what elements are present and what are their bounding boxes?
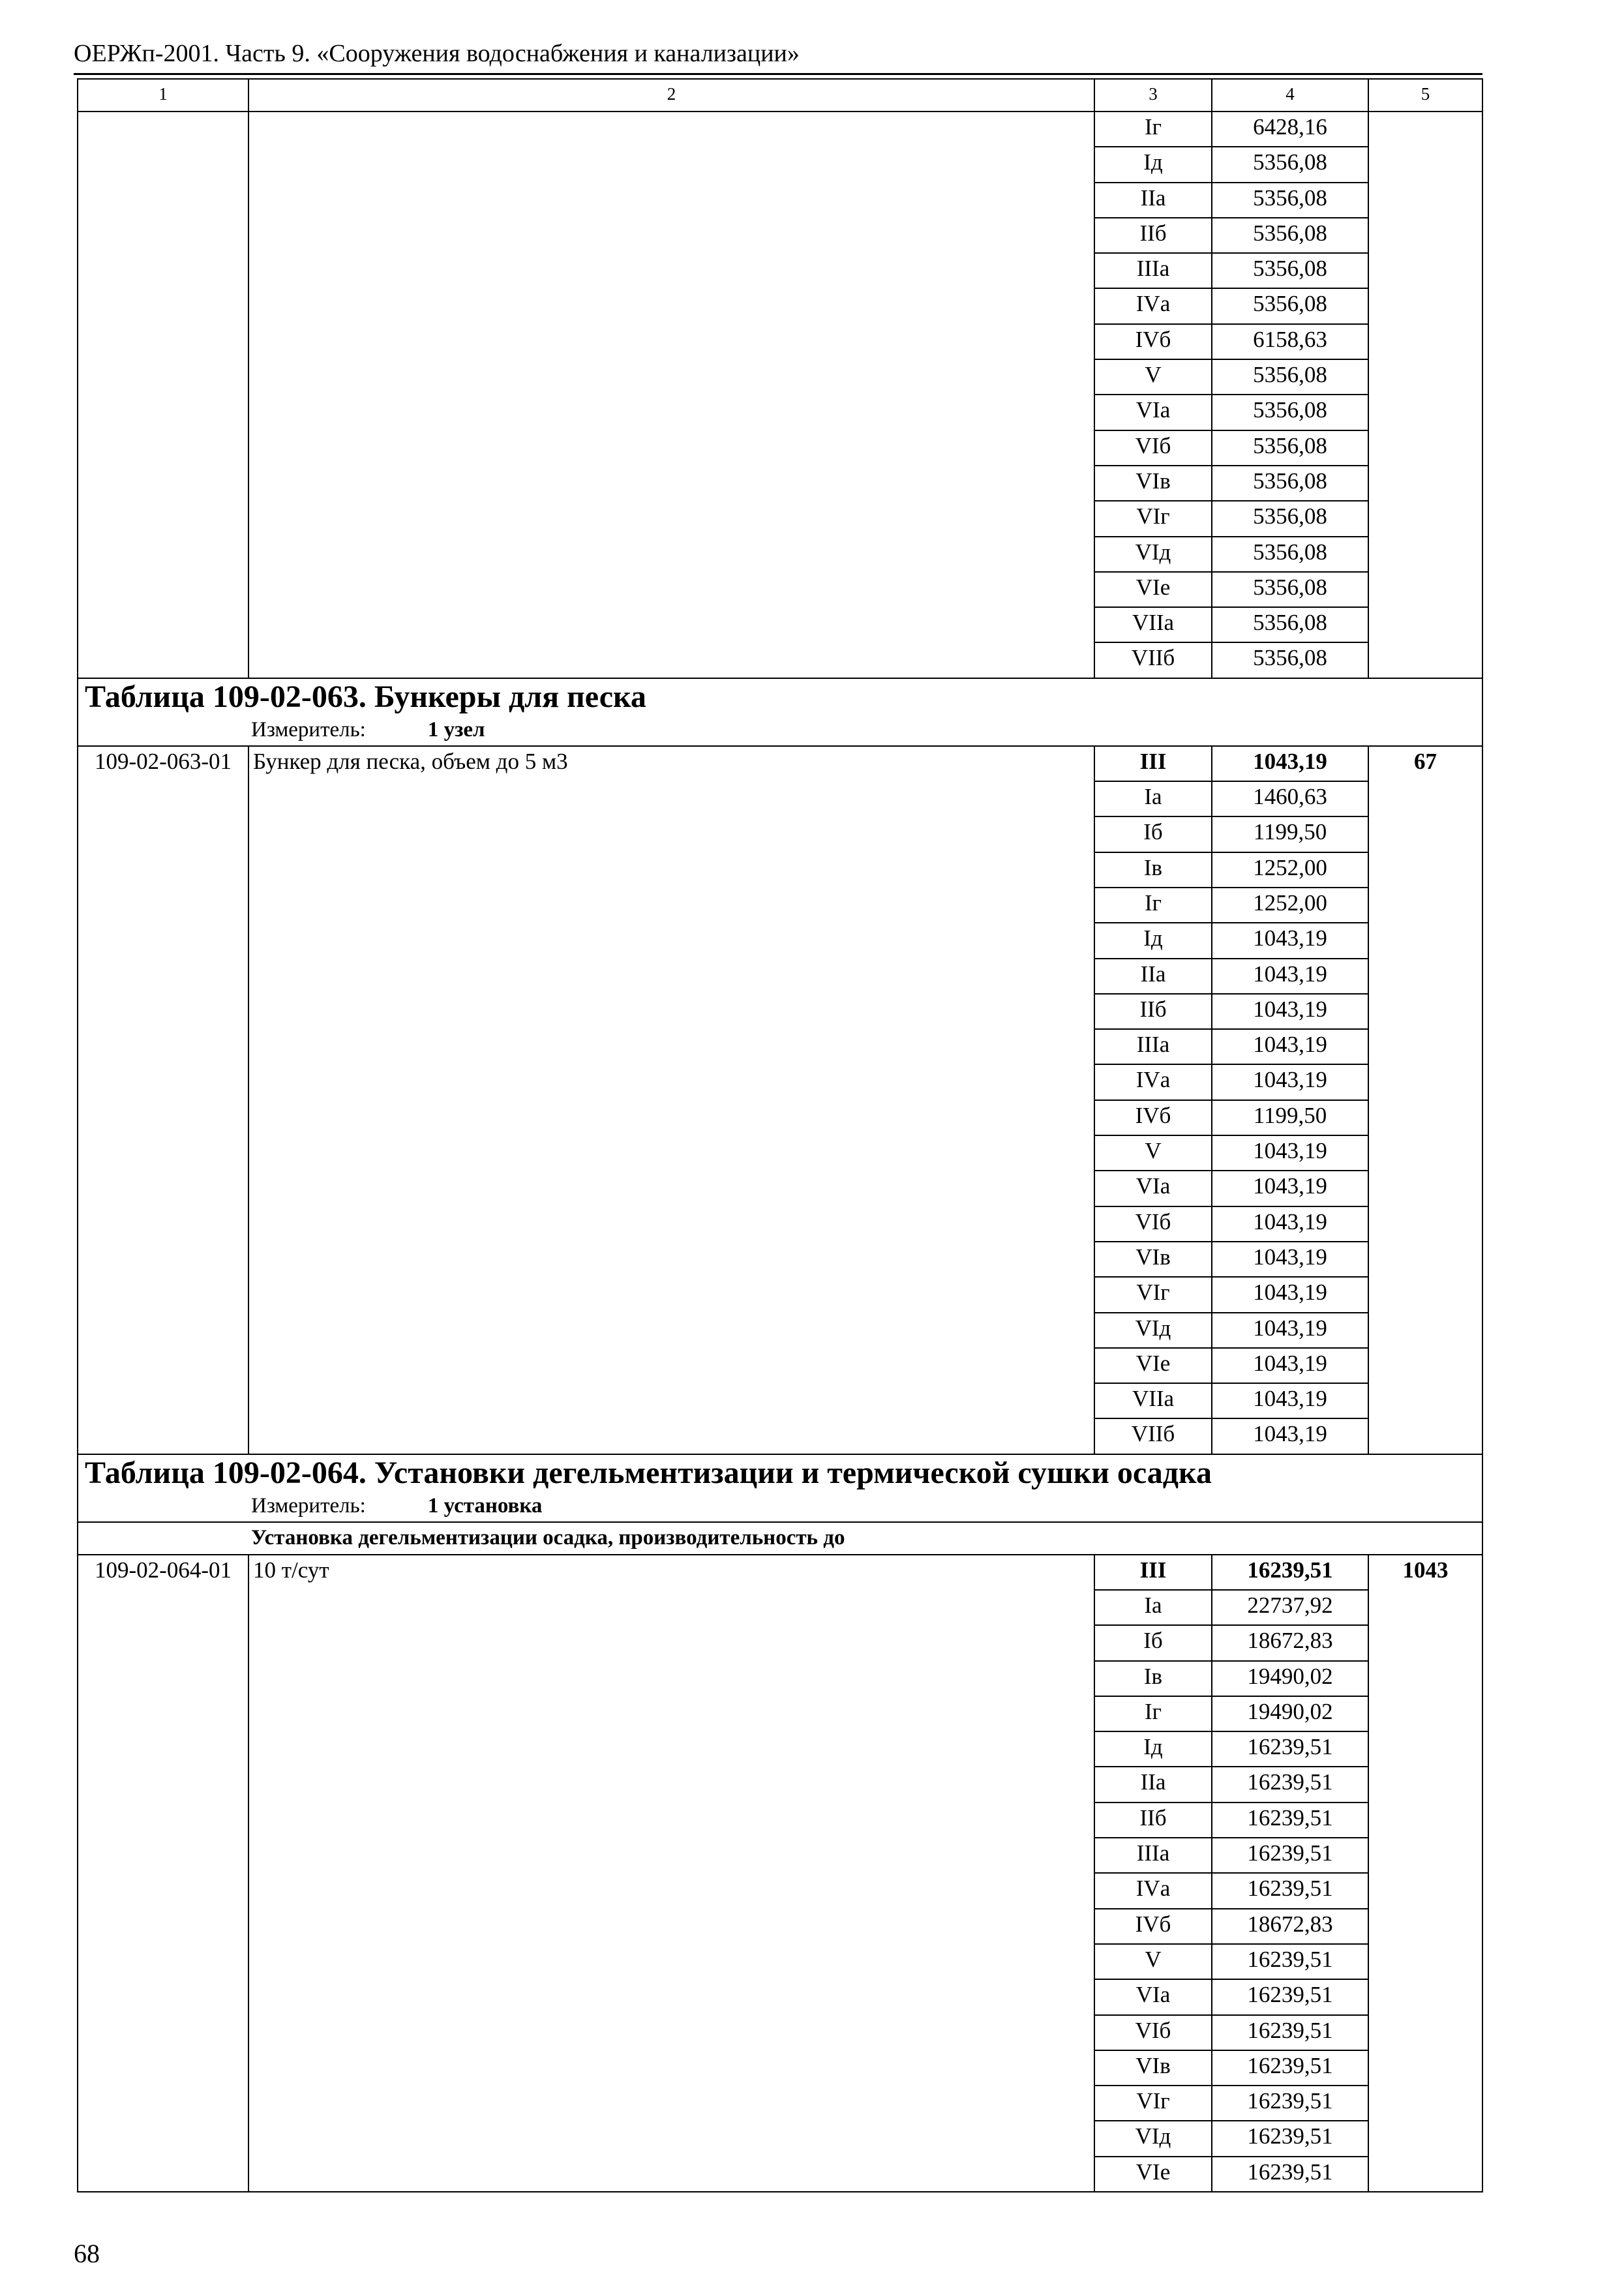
- zone-cell: IIа: [1094, 1767, 1212, 1802]
- zone-cell: IIб: [1094, 218, 1212, 253]
- measure-line: [78, 715, 1482, 746]
- value-cell: 5356,08: [1212, 501, 1368, 536]
- zone-cell: VIа: [1094, 1171, 1212, 1206]
- header-rule: [74, 73, 1482, 75]
- zone-cell: VIб: [1094, 1206, 1212, 1242]
- zone-cell: IVа: [1094, 1873, 1212, 1908]
- value-cell: 1043,19: [1212, 1064, 1368, 1100]
- zone-cell: VIIа: [1094, 607, 1212, 642]
- zone-cell: Iа: [1094, 781, 1212, 816]
- zone-cell: IIа: [1094, 183, 1212, 218]
- value-cell: 1460,63: [1212, 781, 1368, 816]
- item-code: 109-02-063-01: [78, 746, 248, 1454]
- zone-cell: IIб: [1094, 1803, 1212, 1838]
- table-row: [78, 112, 1482, 147]
- zone-cell: VIв: [1094, 466, 1212, 501]
- value-cell: 16239,51: [1212, 1979, 1368, 2014]
- zone-cell: VIг: [1094, 501, 1212, 536]
- page-number: 68: [74, 2239, 100, 2268]
- item-code: [78, 112, 248, 678]
- value-cell: 5356,08: [1212, 288, 1368, 323]
- value-cell: 16239,51: [1212, 1944, 1368, 1979]
- measure-row: [78, 715, 1482, 746]
- zone-cell: Iв: [1094, 1661, 1212, 1696]
- zone-cell: VIв: [1094, 1242, 1212, 1277]
- zone-cell: IVб: [1094, 1100, 1212, 1135]
- value-cell: 5356,08: [1212, 359, 1368, 395]
- zone-cell: Iб: [1094, 816, 1212, 852]
- zone-cell: IIб: [1094, 994, 1212, 1029]
- subheading: Установка дегельментизации осадка, производительность до: [78, 1522, 1482, 1555]
- zone-cell: III: [1094, 1555, 1212, 1590]
- value-cell: 6158,63: [1212, 324, 1368, 359]
- value-cell: 5356,08: [1212, 395, 1368, 430]
- value-cell: 5356,08: [1212, 183, 1368, 218]
- value-cell: 22737,92: [1212, 1590, 1368, 1625]
- table-title-row: [78, 678, 1482, 715]
- zone-cell: VIб: [1094, 2015, 1212, 2050]
- column-header: 1: [78, 79, 248, 112]
- zone-cell: VIг: [1094, 2086, 1212, 2121]
- zone-cell: VIд: [1094, 2121, 1212, 2156]
- value-cell: 1043,19: [1212, 923, 1368, 958]
- value-cell: 1043,19: [1212, 1277, 1368, 1312]
- value-cell: 6428,16: [1212, 112, 1368, 147]
- measure-line: [78, 1491, 1482, 1522]
- table-row: [78, 1555, 1482, 1590]
- zone-cell: VIа: [1094, 1979, 1212, 2014]
- value-cell: 1043,19: [1212, 994, 1368, 1029]
- value-cell: 16239,51: [1212, 2015, 1368, 2050]
- zone-cell: Iб: [1094, 1625, 1212, 1660]
- measure-label: Измеритель:: [251, 717, 366, 741]
- zone-cell: VIе: [1094, 572, 1212, 607]
- zone-cell: Iд: [1094, 147, 1212, 182]
- value-cell: 16239,51: [1212, 1873, 1368, 1908]
- value-cell: 1043,19: [1212, 1206, 1368, 1242]
- value-cell: 1043,19: [1212, 1348, 1368, 1383]
- column-header: 2: [248, 79, 1094, 112]
- value-cell: 1043,19: [1212, 1135, 1368, 1171]
- item-name: Бункер для песка, объем до 5 м3: [248, 746, 1094, 1454]
- zone-cell: IVа: [1094, 1064, 1212, 1100]
- value-cell: 16239,51: [1212, 1767, 1368, 1802]
- value-cell: 1043,19: [1212, 746, 1368, 781]
- item-name: [248, 112, 1094, 678]
- value-cell: 18672,83: [1212, 1625, 1368, 1660]
- zone-cell: V: [1094, 359, 1212, 395]
- zone-cell: IVб: [1094, 324, 1212, 359]
- value-cell: 1252,00: [1212, 888, 1368, 923]
- column-header: 3: [1094, 79, 1212, 112]
- zone-cell: V: [1094, 1944, 1212, 1979]
- value-cell: 16239,51: [1212, 2050, 1368, 2086]
- value-cell: 5356,08: [1212, 607, 1368, 642]
- zone-cell: Iа: [1094, 1590, 1212, 1625]
- zone-cell: IIIа: [1094, 1029, 1212, 1064]
- item-code: 109-02-064-01: [78, 1555, 248, 2192]
- value-cell: 19490,02: [1212, 1696, 1368, 1731]
- table-title: Таблица 109-02-064. Установки дегельментизации и термической сушки осадка: [78, 1454, 1482, 1491]
- value-cell: 5356,08: [1212, 466, 1368, 501]
- value-cell: 1043,19: [1212, 1418, 1368, 1454]
- value-cell: 1252,00: [1212, 852, 1368, 888]
- value-cell: 1043,19: [1212, 1383, 1368, 1418]
- zone-cell: Iг: [1094, 888, 1212, 923]
- value-cell: 16239,51: [1212, 1838, 1368, 1873]
- zone-cell: Iв: [1094, 852, 1212, 888]
- subheading-row: [78, 1522, 1482, 1555]
- measure-label: Измеритель:: [251, 1493, 366, 1518]
- table-row: [78, 746, 1482, 781]
- zone-cell: VIд: [1094, 537, 1212, 572]
- zone-cell: V: [1094, 1135, 1212, 1171]
- measure-value: 1 установка: [427, 1493, 543, 1518]
- column-header: 4: [1212, 79, 1368, 112]
- value-cell: 1043,19: [1212, 1313, 1368, 1348]
- zone-cell: Iг: [1094, 1696, 1212, 1731]
- value-cell: 19490,02: [1212, 1661, 1368, 1696]
- value-cell: 18672,83: [1212, 1909, 1368, 1944]
- value-cell: 16239,51: [1212, 1555, 1368, 1590]
- zone-cell: VIIа: [1094, 1383, 1212, 1418]
- value-cell: 16239,51: [1212, 2121, 1368, 2156]
- item-name: 10 т/сут: [248, 1555, 1094, 2192]
- value-cell: 5356,08: [1212, 642, 1368, 678]
- zone-cell: IVа: [1094, 288, 1212, 323]
- zone-cell: IIа: [1094, 959, 1212, 994]
- value-cell: 16239,51: [1212, 2157, 1368, 2192]
- value-cell: 1043,19: [1212, 1171, 1368, 1206]
- zone-cell: VIе: [1094, 1348, 1212, 1383]
- value-cell: 16239,51: [1212, 1803, 1368, 1838]
- zone-cell: VIд: [1094, 1313, 1212, 1348]
- value-cell: 1043,19: [1212, 1242, 1368, 1277]
- value-cell: 5356,08: [1212, 253, 1368, 288]
- zone-cell: VIб: [1094, 430, 1212, 466]
- page-header: ОЕРЖп-2001. Часть 9. «Сооружения водоснабжения и канализации»: [74, 40, 800, 67]
- zone-cell: VIв: [1094, 2050, 1212, 2086]
- col5-cell: 1043: [1368, 1555, 1482, 2192]
- value-cell: 16239,51: [1212, 1731, 1368, 1767]
- column-header: 5: [1368, 79, 1482, 112]
- zone-cell: VIIб: [1094, 642, 1212, 678]
- rates-table: [77, 78, 1483, 2192]
- zone-cell: VIа: [1094, 395, 1212, 430]
- value-cell: 5356,08: [1212, 537, 1368, 572]
- measure-value: 1 узел: [427, 717, 485, 741]
- value-cell: 5356,08: [1212, 147, 1368, 182]
- measure-row: [78, 1491, 1482, 1522]
- value-cell: 5356,08: [1212, 218, 1368, 253]
- value-cell: 16239,51: [1212, 2086, 1368, 2121]
- table-title: Таблица 109-02-063. Бункеры для песка: [78, 678, 1482, 715]
- zone-cell: Iд: [1094, 1731, 1212, 1767]
- col5-cell: 67: [1368, 746, 1482, 1454]
- value-cell: 1199,50: [1212, 816, 1368, 852]
- value-cell: 5356,08: [1212, 430, 1368, 466]
- zone-cell: VIе: [1094, 2157, 1212, 2192]
- zone-cell: IIIа: [1094, 253, 1212, 288]
- zone-cell: III: [1094, 746, 1212, 781]
- value-cell: 1043,19: [1212, 959, 1368, 994]
- zone-cell: VIIб: [1094, 1418, 1212, 1454]
- zone-cell: IIIа: [1094, 1838, 1212, 1873]
- zone-cell: IVб: [1094, 1909, 1212, 1944]
- zone-cell: Iг: [1094, 112, 1212, 147]
- zone-cell: VIг: [1094, 1277, 1212, 1312]
- column-header-row: [78, 79, 1482, 112]
- col5-cell: [1368, 112, 1482, 678]
- value-cell: 1199,50: [1212, 1100, 1368, 1135]
- table-title-row: [78, 1454, 1482, 1491]
- value-cell: 5356,08: [1212, 572, 1368, 607]
- zone-cell: Iд: [1094, 923, 1212, 958]
- value-cell: 1043,19: [1212, 1029, 1368, 1064]
